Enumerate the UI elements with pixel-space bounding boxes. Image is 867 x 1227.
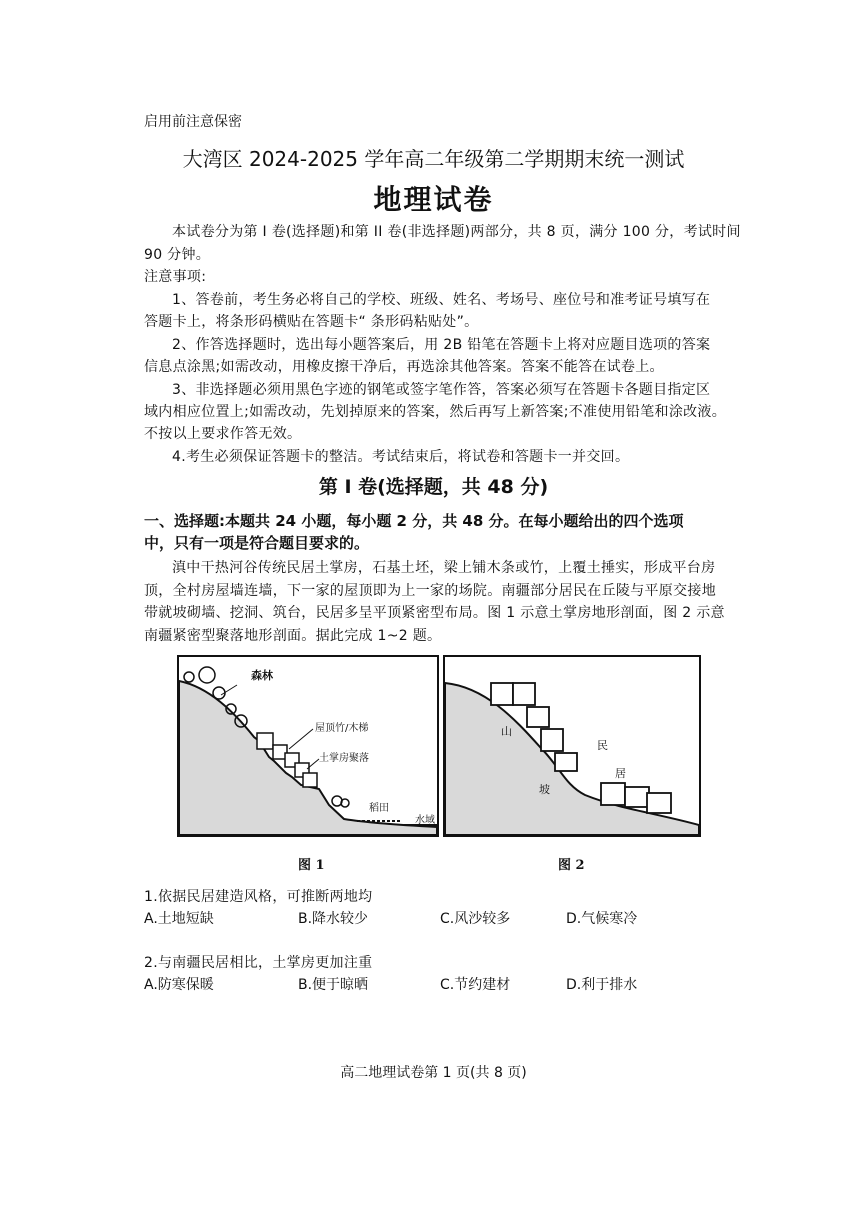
q2-option-d[interactable]: D.利于排水 (566, 977, 638, 993)
passage-line-4: 南疆紧密型聚落地形剖面。据此完成 1~2 题。 (144, 628, 442, 644)
intro-line-1: 本试卷分为第 I 卷(选择题)和第 II 卷(非选择题)两部分，共 8 页，满分 100 分，考试时间 (172, 224, 741, 240)
fig2-label-ju: 居 (615, 767, 626, 780)
confidential-note: 启用前注意保密 (144, 114, 242, 130)
fig2-label-slope: 坡 (539, 783, 550, 796)
fig1-label-roof: 屋顶竹/木梯 (315, 723, 369, 734)
note-1b: 答题卡上，将条形码横贴在答题卡“ 条形码粘贴处”。 (144, 314, 479, 330)
subject-title: 地理试卷 (373, 183, 494, 216)
fig1-tree (184, 672, 194, 682)
fig1-house (303, 773, 317, 787)
figure-1-drawing (179, 657, 437, 835)
fig1-tree (213, 687, 225, 699)
q2-stem: 2.与南疆民居相比，土掌房更加注重 (144, 955, 373, 971)
fig1-label-forest: 森林 (251, 669, 273, 682)
fig1-label-water: 水域 (415, 815, 435, 826)
section-title: 第 I 卷(选择题，共 48 分) (318, 476, 549, 498)
note-2a: 2、作答选择题时，选出每小题答案后，用 2B 铅笔在答题卡上将对应题目选项的答案 (172, 337, 711, 353)
q1-option-a[interactable]: A.土地短缺 (144, 911, 214, 927)
passage-line-3: 带就坡砌墙、挖洞、筑台，民居多呈平顶紧密型布局。图 1 示意土掌房地形剖面，图 2 示意 (144, 605, 725, 621)
figure-2-drawing (445, 657, 699, 835)
fig1-leader-roof (289, 729, 313, 749)
q1-option-c[interactable]: C.风沙较多 (440, 911, 511, 927)
note-1a: 1、答卷前，考生务必将自己的学校、班级、姓名、考场号、座位号和准考证号填写在 (172, 292, 711, 308)
note-2b: 信息点涂黑;如需改动，用橡皮擦干净后，再选涂其他答案。答案不能答在试卷上。 (144, 359, 664, 375)
exam-title: 大湾区 2024-2025 学年高二年级第二学期期末统一测试 (182, 147, 685, 171)
passage-line-1: 滇中干热河谷传统民居土掌房，石基土坯，梁上铺木条或竹，上覆土捶实，形成平台房 (172, 560, 716, 576)
q1-stem: 1.依据民居建造风格，可推断两地均 (144, 889, 373, 905)
q2-option-c[interactable]: C.节约建材 (440, 977, 511, 993)
q2-option-b[interactable]: B.便于晾晒 (298, 977, 369, 993)
note-3c: 不按以上要求作答无效。 (144, 426, 302, 442)
fig2-label-mountain: 山 (501, 725, 512, 738)
fig2-house (625, 787, 649, 807)
q2-option-a[interactable]: A.防寒保暖 (144, 977, 214, 993)
fig2-label-min: 民 (597, 739, 608, 752)
q1-option-b[interactable]: B.降水较少 (298, 911, 369, 927)
fig2-house (513, 683, 535, 705)
figure-2-terrain-profile (443, 655, 701, 837)
fig2-house (601, 783, 625, 805)
figure-1-terrain-profile (177, 655, 439, 837)
passage-line-2: 顶，全村房屋墙连墙，下一家的屋顶即为上一家的场院。南疆部分居民在丘陵与平原交接地 (144, 583, 716, 599)
fig2-house (555, 753, 577, 771)
section-instruction-b: 中，只有一项是符合题目要求的。 (144, 534, 370, 552)
fig2-house (527, 707, 549, 727)
fig1-label-paddy: 稻田 (369, 803, 389, 814)
note-3a: 3、非选择题必须用黑色字迹的钢笔或签字笔作答，答案必须写在答题卡各题目指定区 (172, 382, 711, 398)
fig1-tree (199, 667, 215, 683)
fig2-house (647, 793, 671, 813)
fig2-house (491, 683, 513, 705)
fig1-terrain (179, 681, 437, 835)
notes-title: 注意事项: (144, 269, 207, 285)
fig1-house (257, 733, 273, 749)
intro-line-2: 90 分钟。 (144, 247, 211, 263)
q1-option-d[interactable]: D.气候寒冷 (566, 911, 638, 927)
page-footer: 高二地理试卷第 1 页(共 8 页) (340, 1065, 527, 1081)
figure-2-caption: 图 2 (558, 858, 585, 873)
section-instruction-a: 一、选择题:本题共 24 小题，每小题 2 分，共 48 分。在每小题给出的四个选项 (144, 512, 684, 530)
note-4: 4.考生必须保证答题卡的整洁。考试结束后，将试卷和答题卡一并交回。 (172, 449, 630, 465)
figure-1-caption: 图 1 (298, 858, 325, 873)
fig1-label-houses: 土掌房聚落 (319, 753, 369, 764)
fig2-house (541, 729, 563, 751)
note-3b: 域内相应位置上;如需改动，先划掉原来的答案，然后再写上新答案;不准使用铅笔和涂改液。 (144, 404, 727, 420)
